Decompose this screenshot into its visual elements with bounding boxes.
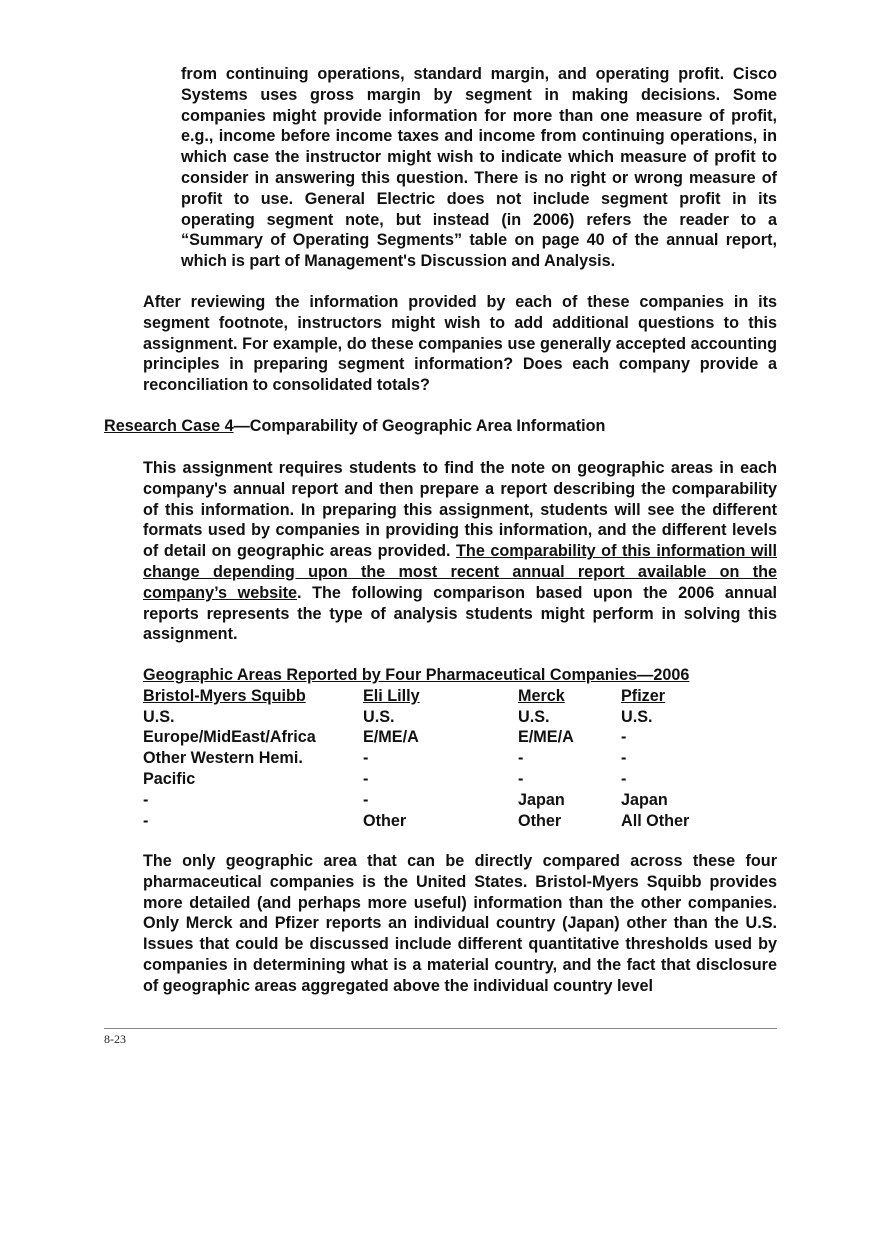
table-cell: Pacific [143, 769, 196, 788]
table-cell: Other [363, 811, 407, 830]
assignment-paragraph [143, 458, 777, 645]
table-row [143, 811, 721, 832]
table-row [143, 707, 721, 728]
table-cell: Japan [518, 790, 565, 809]
assignment-text-before: This assignment requires students to find the note on geographic areas in each company's annual report and then prepare a report describing the comparability of this information. In preparing this assignment, students will see the different formats used by companies in providing this information, and the different levels of detail on geographic areas provided. [143, 459, 777, 561]
table-cell: Europe/MidEast/Africa [143, 728, 316, 747]
paragraph-text: After reviewing the information provided by each of these companies in its segment footnote, instructors might wish to add additional questions to this assignment. For example, do these companies use generally accepted accounting principles in preparing segment information? Does each company provide a reconciliation to consolidated totals? [143, 293, 777, 395]
case-number: Research Case 4 [104, 417, 234, 435]
table-title: Geographic Areas Reported by Four Pharmaceutical Companies—2006 [143, 666, 690, 684]
table-header-row [143, 686, 721, 707]
geographic-areas-table [143, 665, 783, 831]
continuation-paragraph [181, 64, 777, 272]
table-cell: Japan [621, 790, 668, 809]
page-number: 8-23 [104, 1032, 126, 1046]
header-bristol-myers-squibb: Bristol-Myers Squibb [143, 686, 306, 705]
header-merck: Merck [518, 686, 565, 705]
table-cell: U.S. [621, 707, 653, 726]
table-cell: - [621, 749, 627, 768]
table-cell: E/ME/A [518, 728, 574, 747]
table-cell: Other Western Hemi. [143, 749, 303, 768]
table-cell: - [363, 790, 369, 809]
paragraph-text [143, 458, 777, 645]
table-cell: U.S. [363, 707, 395, 726]
review-paragraph [143, 292, 777, 396]
assignment-text-underlined: The comparability of this information will change depending upon the most recent annual report available on the company’s website [143, 542, 777, 602]
header-eli-lilly: Eli Lilly [363, 686, 420, 705]
table-cell: U.S. [143, 707, 175, 726]
table-cell: - [143, 790, 149, 809]
table-cell: - [143, 811, 149, 830]
table-cell: - [621, 769, 627, 788]
research-case-heading [104, 416, 777, 437]
case-title: —Comparability of Geographic Area Information [233, 417, 606, 435]
conclusion-paragraph [143, 851, 777, 997]
table-row [143, 790, 721, 811]
table-cell: - [363, 749, 369, 768]
comparison-table [143, 686, 721, 832]
table-cell: E/ME/A [363, 728, 419, 747]
table-cell: U.S. [518, 707, 550, 726]
table-cell: - [621, 728, 627, 747]
table-cell: - [518, 769, 524, 788]
table-cell: Other [518, 811, 562, 830]
header-pfizer: Pfizer [621, 686, 666, 705]
table-row [143, 769, 721, 790]
assignment-text-after: . The following comparison based upon the 2006 annual reports represents the type of analysis students might perform in solving this assignment. [143, 583, 778, 644]
paragraph-text: from continuing operations, standard margin, and operating profit. Cisco Systems uses gross margin by segment in making decisions. Some companies might provide information for more than one measure of profit, e.g., income before income taxes and income from continuing operations, in which case the instructor might wish to indicate which measure of profit to consider in answering this question. There is no right or wrong measure of profit to use. General Electric does not include segment profit in its operating segment note, but instead (in 2006) refers the reader to a “Summary of Operating Segments” table on page 40 of the annual report, which is part of Management's Discussion and Analysis. [181, 65, 777, 271]
paragraph-text: The only geographic area that can be directly compared across these four pharmaceutical companies is the United States. Bristol-Myers Squibb provides more detailed (and perhaps more useful) information than the other companies. Only Merck and Pfizer reports an individual country (Japan) other than the U.S. Issues that could be discussed include different quantitative thresholds used by companies in determining what is a material country, and the fact that disclosure of geographic areas aggregated above the individual country level [143, 852, 777, 995]
table-row [143, 748, 721, 769]
table-cell: - [518, 749, 524, 768]
table-cell: - [363, 769, 369, 788]
table-cell: All Other [621, 811, 690, 830]
table-row [143, 727, 721, 748]
footer-divider [104, 1028, 777, 1029]
